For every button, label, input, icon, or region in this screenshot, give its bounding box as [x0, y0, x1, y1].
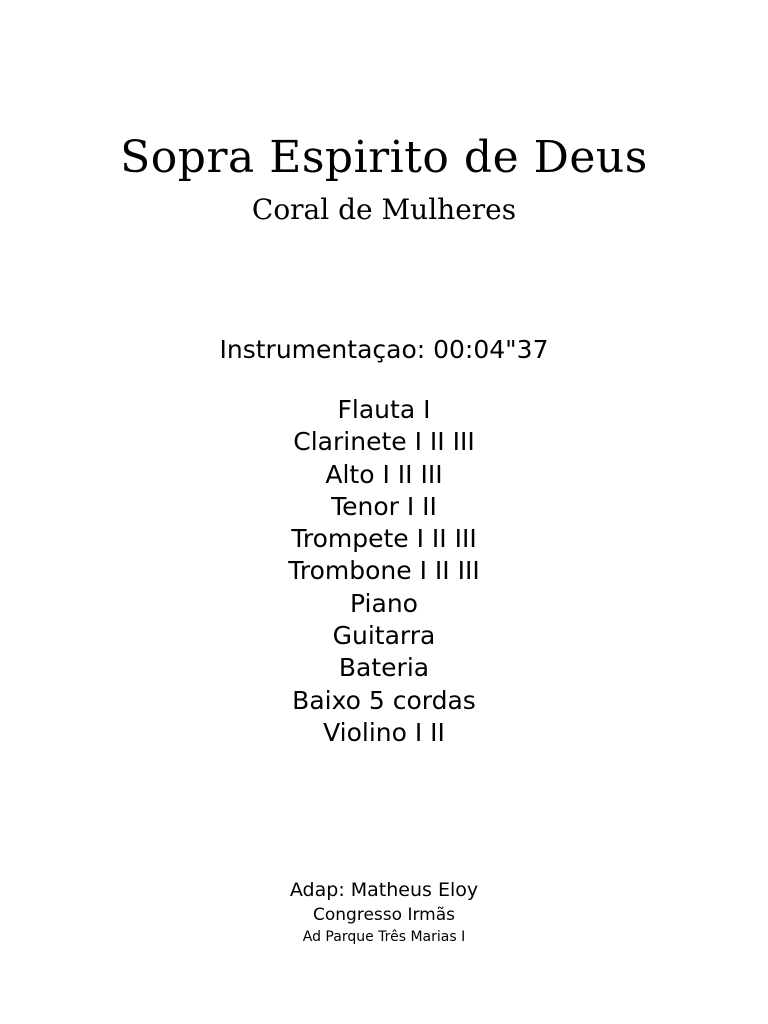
church-credit: Ad Parque Três Marias I	[302, 929, 466, 945]
page-subtitle: Coral de Mulheres	[251, 193, 517, 226]
instrument-item: Piano	[350, 588, 418, 618]
instrument-item: Tenor I II	[331, 491, 437, 521]
instrument-item: Trombone I II III	[288, 556, 480, 586]
event-credit: Congresso Irmãs	[313, 905, 455, 925]
instrument-item: Baixo 5 cordas	[292, 685, 476, 715]
page-title: Sopra Espirito de Deus	[120, 132, 648, 183]
instrument-item: Trompete I II III	[291, 524, 477, 554]
instrument-item: Bateria	[338, 653, 430, 683]
adaptation-credit: Adap: Matheus Eloy	[289, 879, 479, 901]
instrument-item: Guitarra	[332, 621, 436, 651]
instrument-list	[0, 394, 768, 749]
instrument-item: Violino I II	[323, 717, 445, 747]
instrumentation-duration: Instrumentaçao: 00:04"37	[219, 335, 549, 364]
instrument-item: Alto I II III	[325, 459, 443, 489]
instrument-item: Clarinete I II III	[293, 427, 475, 457]
instrument-item: Flauta I	[337, 395, 431, 424]
